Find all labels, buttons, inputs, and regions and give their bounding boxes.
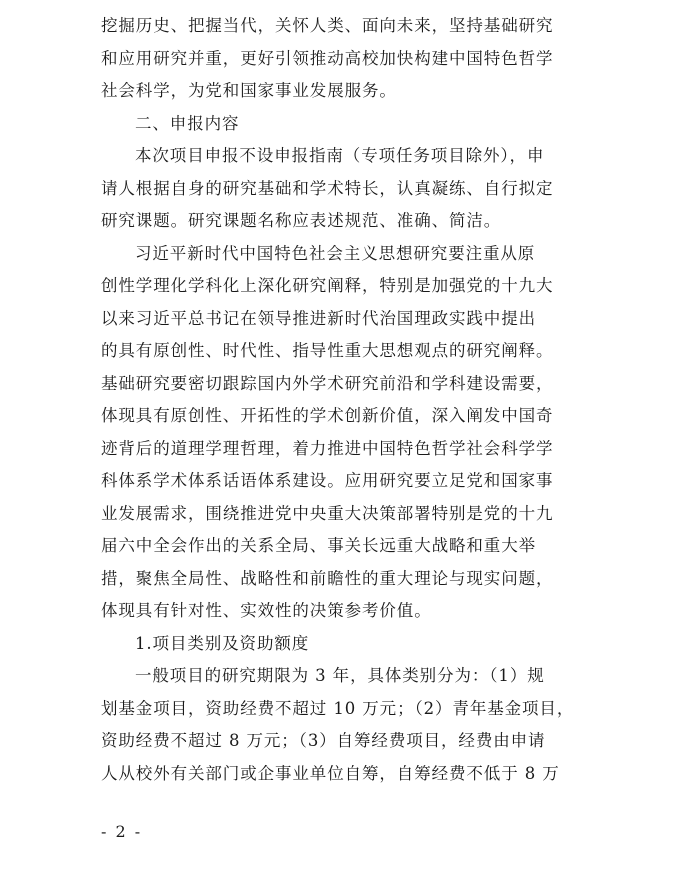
- text-line: 创性学理化学科化上深化研究阐释，特别是加强党的十九大: [101, 276, 554, 295]
- text-line: 本次项目申报不设申报指南（专项任务项目除外），申: [135, 146, 545, 165]
- text-line: 和应用研究并重，更好引领推动高校加快构建中国特色哲学: [101, 48, 554, 68]
- text-line: 措，聚焦全局性、战略性和前瞻性的重大理论与现实问题，: [101, 568, 554, 588]
- text-line: 划基金项目，资助经费不超过 10 万元；（2）青年基金项目，: [101, 698, 575, 718]
- text-line: 请人根据自身的研究基础和学术特长，认真凝练、自行拟定: [101, 178, 554, 198]
- text-line: 研究课题。研究课题名称应表述规范、准确、简洁。: [101, 211, 502, 230]
- text-line: 二、申报内容: [135, 113, 240, 133]
- text-line: 体现具有针对性、实效性的决策参考价值。: [101, 601, 432, 620]
- text-line: 科体系学术体系话语体系建设。应用研究要立足党和国家事: [101, 471, 554, 490]
- page-number: - 2 -: [101, 822, 143, 841]
- text-line: 迹背后的道理学理哲理，着力推进中国特色哲学社会科学学: [101, 438, 554, 458]
- text-line: 人从校外有关部门或企事业单位自筹，自筹经费不低于 8 万: [101, 763, 560, 783]
- text-line: 资助经费不超过 8 万元；（3）自筹经费项目，经费由申请: [101, 731, 546, 750]
- text-line: 习近平新时代中国特色社会主义思想研究要注重从原: [135, 243, 536, 263]
- body-text: [101, 10, 581, 790]
- text-line: 挖掘历史、把握当代，关怀人类、面向未来，坚持基础研究: [101, 16, 554, 35]
- text-line: 一般项目的研究期限为 3 年，具体类别分为：（1）规: [135, 666, 545, 685]
- text-line: 业发展需求，围绕推进党中央重大决策部署特别是党的十九: [101, 503, 554, 523]
- text-line: 以来习近平总书记在领导推进新时代治国理政实践中提出: [101, 308, 536, 328]
- text-line: 体现具有原创性、开拓性的学术创新价值，深入阐发中国奇: [101, 406, 554, 425]
- text-line: 社会科学，为党和国家事业发展服务。: [101, 81, 397, 100]
- text-line: 届六中全会作出的关系全局、事关长远重大战略和重大举: [101, 536, 536, 555]
- text-line: 基础研究要密切跟踪国内外学术研究前沿和学科建设需要，: [101, 373, 554, 393]
- text-line: 的具有原创性、时代性、指导性重大思想观点的研究阐释。: [101, 341, 554, 360]
- text-line: 1.项目类别及资助额度: [135, 633, 310, 653]
